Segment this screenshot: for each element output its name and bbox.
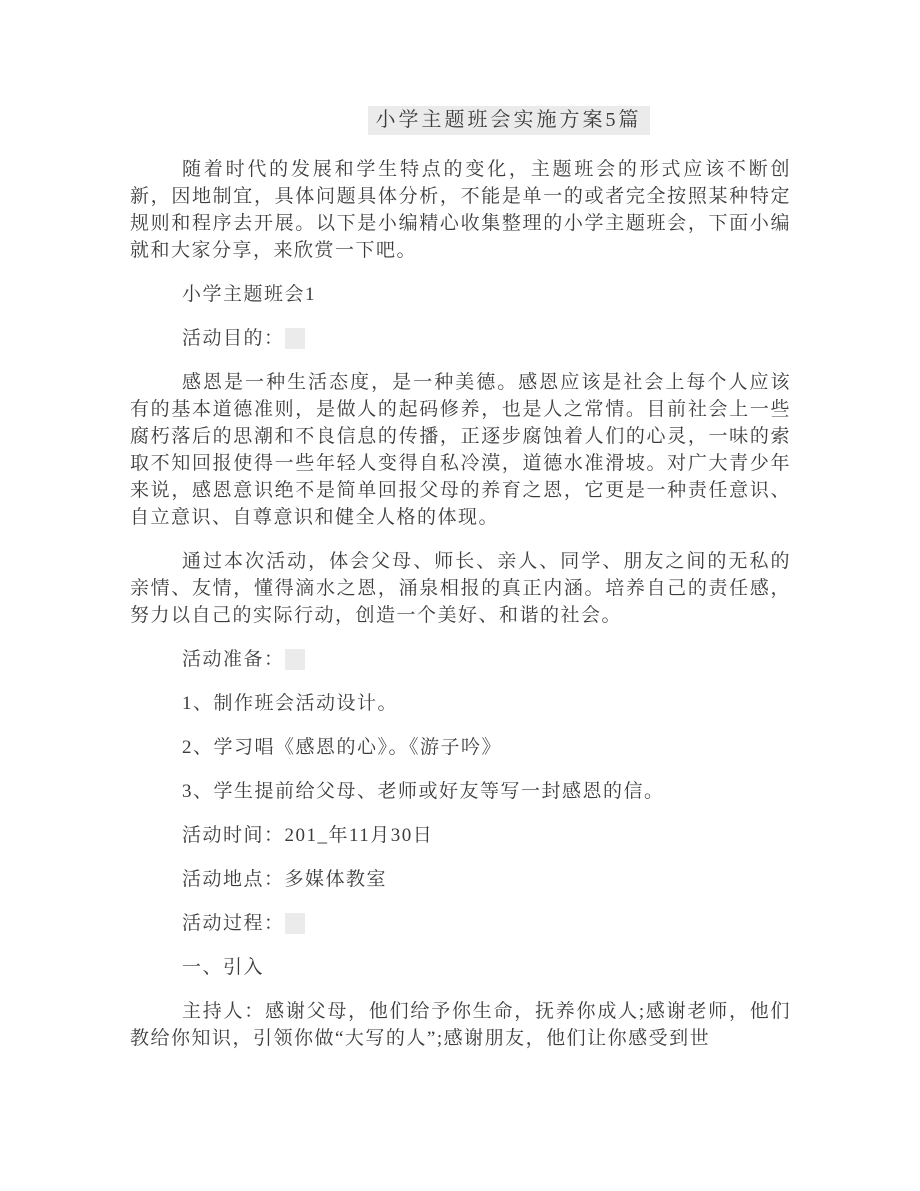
document-title [130,106,791,135]
paragraph-text: 活动地点：多媒体教室 [182,869,388,890]
section-subtitle [130,281,791,308]
paragraph-text: 随着时代的发展和学生特点的变化，主题班会的形式应该不断创新，因地制宜，具体问题具体分析，不能是单一的或者完全按照某种特定规则和程序去开展。以下是小编精心收集整理的小学主题班会，下面小编就和大家分享，来欣赏一下吧。 [130,159,791,261]
paragraph-text: 活动时间：201_年11月30日 [182,825,434,846]
list-item [130,690,791,717]
section-heading [130,910,791,937]
paragraph-text: 一、引入 [182,957,265,978]
body-paragraph [130,369,791,531]
paragraph-text: 2、学习唱《感恩的心》。《游子吟》 [182,737,503,758]
paragraph-text: 活动目的： [182,328,285,349]
list-item [130,734,791,761]
intro-paragraph [130,156,791,264]
section-heading [130,325,791,352]
trailing-highlight-mark [285,913,305,934]
paragraph-text: 小学主题班会1 [182,284,317,305]
paragraph-text: 活动准备： [182,649,285,670]
paragraph-text: 3、学生提前给父母、老师或好友等写一封感恩的信。 [182,781,665,802]
paragraph-text: 1、制作班会活动设计。 [182,693,399,714]
trailing-highlight-mark [285,649,305,670]
section-heading [130,646,791,673]
paragraph-text: 活动过程： [182,913,285,934]
paragraph-text: 感恩是一种生活态度，是一种美德。感恩应该是社会上每个人应该有的基本道德准则，是做人的起码修养，也是人之常情。目前社会上一些腐朽落后的思潮和不良信息的传播，正逐步腐蚀着人们的心灵，一味的索取不知回报使得一些年轻人变得自私冷漠，道德水准滑坡。对广大青少年来说，感恩意识绝不是简单回报父母的养育之恩，它更是一种责任意识、自立意识、自尊意识和健全人格的体现。 [130,372,791,528]
body-paragraph [130,548,791,629]
title-highlight: 小学主题班会实施方案5篇 [368,106,650,135]
document-body [130,156,791,1052]
paragraph-text: 通过本次活动，体会父母、师长、亲人、同学、朋友之间的无私的亲情、友情，懂得滴水之恩，涌泉相报的真正内涵。培养自己的责任感，努力以自己的实际行动，创造一个美好、和谐的社会。 [130,551,791,626]
body-paragraph [130,998,791,1052]
section-heading [130,954,791,981]
info-line [130,866,791,893]
info-line [130,822,791,849]
list-item [130,778,791,805]
trailing-highlight-mark [285,328,305,349]
paragraph-text: 主持人：感谢父母，他们给予你生命，抚养你成人;感谢老师，他们教给你知识，引领你做“大写的人”;感谢朋友，他们让你感受到世 [130,1001,791,1049]
